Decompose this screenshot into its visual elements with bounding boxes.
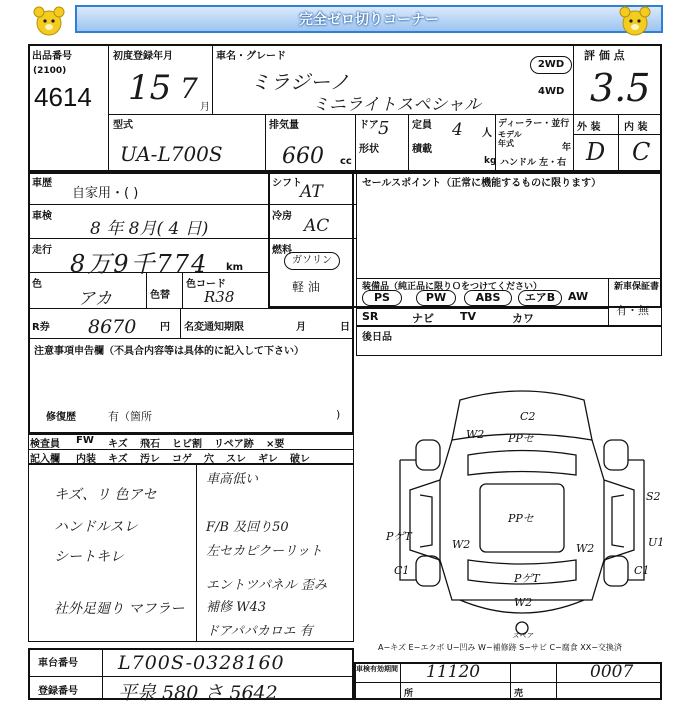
interior-label: 内 装 — [624, 122, 648, 133]
entry-item: 破レ — [290, 454, 310, 465]
interior-grade: C — [632, 138, 651, 166]
diagram-label: PPセ — [508, 512, 534, 525]
model-value: UA-L700S — [120, 142, 223, 166]
notes-label: 注意事項申告欄（不具合内容等は具体的に記入して下さい） — [34, 346, 304, 357]
diagram-label: C2 — [520, 410, 536, 423]
new-car-warranty-value: 有・無 — [616, 304, 649, 317]
use-value: 自家用・( ) — [72, 186, 139, 201]
ac-label: 冷房 — [272, 211, 292, 222]
inspect-label: 車検 — [32, 211, 52, 222]
car-name-label: 車名・グレード — [216, 51, 286, 62]
door-value: 5 — [378, 118, 390, 139]
lot-label: 出品番号 — [32, 51, 72, 62]
car-name-value: ミラジーノ — [250, 70, 350, 94]
equipment-pw: PW — [416, 290, 456, 306]
check-item: ×要 — [266, 439, 285, 450]
fuel-diesel: 軽 油 — [292, 280, 320, 294]
equipment-aw: AW — [568, 290, 589, 303]
handle-label: ハンドル 左・右 — [500, 158, 567, 168]
mileage-label: 走行 — [32, 245, 52, 256]
diagram-label: W2 — [514, 596, 533, 609]
diagram-label: U1 — [648, 536, 665, 549]
registration-value: 平泉 580 さ 5642 — [118, 682, 278, 704]
damage-legend: A−キズ E−エクボ U−凹み W−補修跡 S−サビ C−腐食 XX−交換済 — [378, 643, 622, 652]
seller-label: 売 — [514, 689, 524, 699]
color-change-label: 色替 — [150, 290, 170, 301]
entry-label: 記入欄 — [30, 454, 60, 465]
color-value: アカ — [78, 289, 112, 309]
lot-number: 4614 — [34, 82, 92, 112]
diagram-label: PPセ — [508, 432, 534, 445]
remark-right-line: 車高低い — [206, 472, 259, 487]
equipment-ナビ: ナビ — [412, 312, 434, 325]
fuel-gasoline: ガソリン — [284, 252, 340, 270]
back-items-frame — [356, 326, 662, 356]
first-reg-month: 7 — [180, 72, 198, 105]
check-item: リペア跡 — [214, 439, 254, 450]
entry-item: 内装 — [76, 454, 96, 465]
corner-banner — [75, 5, 663, 33]
year-suffix: 年 — [562, 143, 572, 153]
drive-4wd: 4WD — [538, 86, 565, 97]
entry-item: スレ — [226, 454, 246, 465]
model-label: 型式 — [113, 120, 133, 131]
bear-mascot-right-icon — [618, 4, 652, 38]
capacity-label: 定員 — [412, 120, 432, 131]
ac-value: AC — [304, 216, 330, 236]
shift-label: シフト — [272, 178, 302, 189]
lot-code: (2100) — [33, 66, 67, 76]
check-item: 飛石 — [140, 439, 160, 450]
entry-item: コゲ — [172, 454, 192, 465]
remark-right-line: F/B 及回り50 — [206, 520, 289, 535]
use-label: 車歴 — [32, 178, 52, 189]
remark-right-line: 補修 W43 — [206, 600, 267, 615]
mileage-value: 8万9千774 — [70, 250, 209, 278]
expiry-month: 月 — [296, 322, 306, 333]
diagram-label: W2 — [452, 538, 471, 551]
grade-value: ミニライトスペシャル — [312, 95, 481, 115]
score-value: 3.5 — [590, 66, 651, 110]
kg-unit: kg — [484, 156, 497, 166]
chassis-value: L700S-0328160 — [118, 652, 285, 674]
exterior-label: 外 装 — [577, 122, 601, 133]
expiry-day: 日 — [340, 322, 350, 333]
diagram-label: PゲT — [514, 572, 540, 585]
selling-points-label: セールスポイント（正常に機能するものに限ります） — [362, 178, 602, 189]
recycle-label: R券 — [32, 322, 50, 333]
bear-mascot-left-icon — [32, 4, 66, 38]
remark-line: ハンドルスレ — [54, 519, 138, 535]
diagram-label: W2 — [576, 542, 595, 555]
first-reg-label: 初度登録年月 — [113, 51, 173, 62]
remark-right-line: 左セカピクーリット — [206, 544, 323, 559]
diagram-label: スペア — [512, 632, 533, 640]
validity-label: 車検有効期間 — [356, 665, 398, 673]
check-item: FW — [76, 435, 94, 446]
remark-right-line: ドアパパカロエ 有 — [206, 624, 313, 639]
drive-2wd: 2WD — [530, 56, 572, 74]
capacity-value: 4 — [452, 120, 463, 140]
shape-label: 形状 — [359, 144, 379, 155]
repair-value: 有（箇所 — [108, 410, 152, 423]
remark-line: シートキレ — [54, 549, 124, 565]
entry-item: 汚レ — [140, 454, 160, 465]
entry-item: 穴 — [204, 454, 214, 465]
color-code-label: 色コード — [186, 279, 226, 290]
diagram-label: S2 — [646, 490, 661, 503]
check-item: ヒビ割 — [172, 439, 202, 450]
diagram-label: C1 — [394, 564, 410, 577]
equipment-ps: PS — [362, 290, 402, 306]
displacement-label: 排気量 — [269, 120, 299, 131]
equipment-カワ: カワ — [512, 312, 534, 325]
fuel-label: 燃料 — [272, 245, 292, 256]
first-reg-year: 15 — [128, 68, 172, 108]
color-label: 色 — [32, 279, 42, 290]
check-item: キズ — [108, 439, 128, 450]
repair-label: 修復歴 — [46, 412, 76, 423]
new-car-warranty-label: 新車保証書 — [614, 282, 660, 292]
remark-right-line: エントツパネル 歪み — [206, 578, 327, 593]
registration-label: 登録番号 — [38, 686, 78, 697]
recycle-unit: 円 — [160, 322, 170, 333]
color-code-value: R38 — [204, 288, 235, 306]
office-label: 所 — [404, 689, 414, 699]
equipment-sr: SR — [362, 310, 379, 323]
repair-close: ) — [336, 408, 341, 421]
inspect-value: 8 年 8月( 4 日) — [90, 219, 209, 239]
load-label: 積載 — [412, 144, 432, 155]
back-items-label: 後日品 — [362, 332, 392, 343]
displacement-unit: cc — [340, 156, 352, 167]
banner-title: 完全ゼロ切りコーナー — [299, 12, 439, 28]
chassis-label: 車台番号 — [38, 658, 78, 669]
equipment-エアb: エアB — [518, 290, 562, 306]
remark-line: キズ、リ 色アセ — [54, 487, 157, 503]
remark-line: 社外足廻り マフラー — [54, 601, 185, 617]
diagram-label: W2 — [466, 428, 485, 441]
equipment-tv: TV — [460, 310, 477, 323]
entry-item: ギレ — [258, 454, 278, 465]
capacity-unit: 人 — [482, 128, 492, 139]
validity-value: 11120 — [426, 662, 481, 682]
door-label: ドア — [359, 120, 379, 131]
displacement-value: 660 — [282, 144, 324, 169]
diagram-label: PゲT — [386, 530, 412, 543]
car-damage-diagram — [380, 380, 665, 640]
equipment-abs: ABS — [464, 290, 512, 306]
shift-value: AT — [300, 182, 323, 202]
inspector-label: 検査員 — [30, 439, 60, 450]
diagram-label: C1 — [634, 564, 650, 577]
score-label: 評 価 点 — [584, 49, 625, 62]
mileage-unit: km — [226, 262, 244, 273]
exterior-grade: D — [586, 138, 606, 166]
recycle-value: 8670 — [88, 316, 137, 338]
entry-item: キズ — [108, 454, 128, 465]
model-year-label: モデル年式 — [498, 130, 522, 148]
equipment-label: 装備品（純正品に限りＯをつけてください） — [362, 282, 543, 292]
expiry-label: 名変通知期限 — [184, 322, 244, 333]
code-value: 0007 — [590, 662, 634, 682]
dealer-label: ディーラー・並行 — [498, 119, 570, 129]
